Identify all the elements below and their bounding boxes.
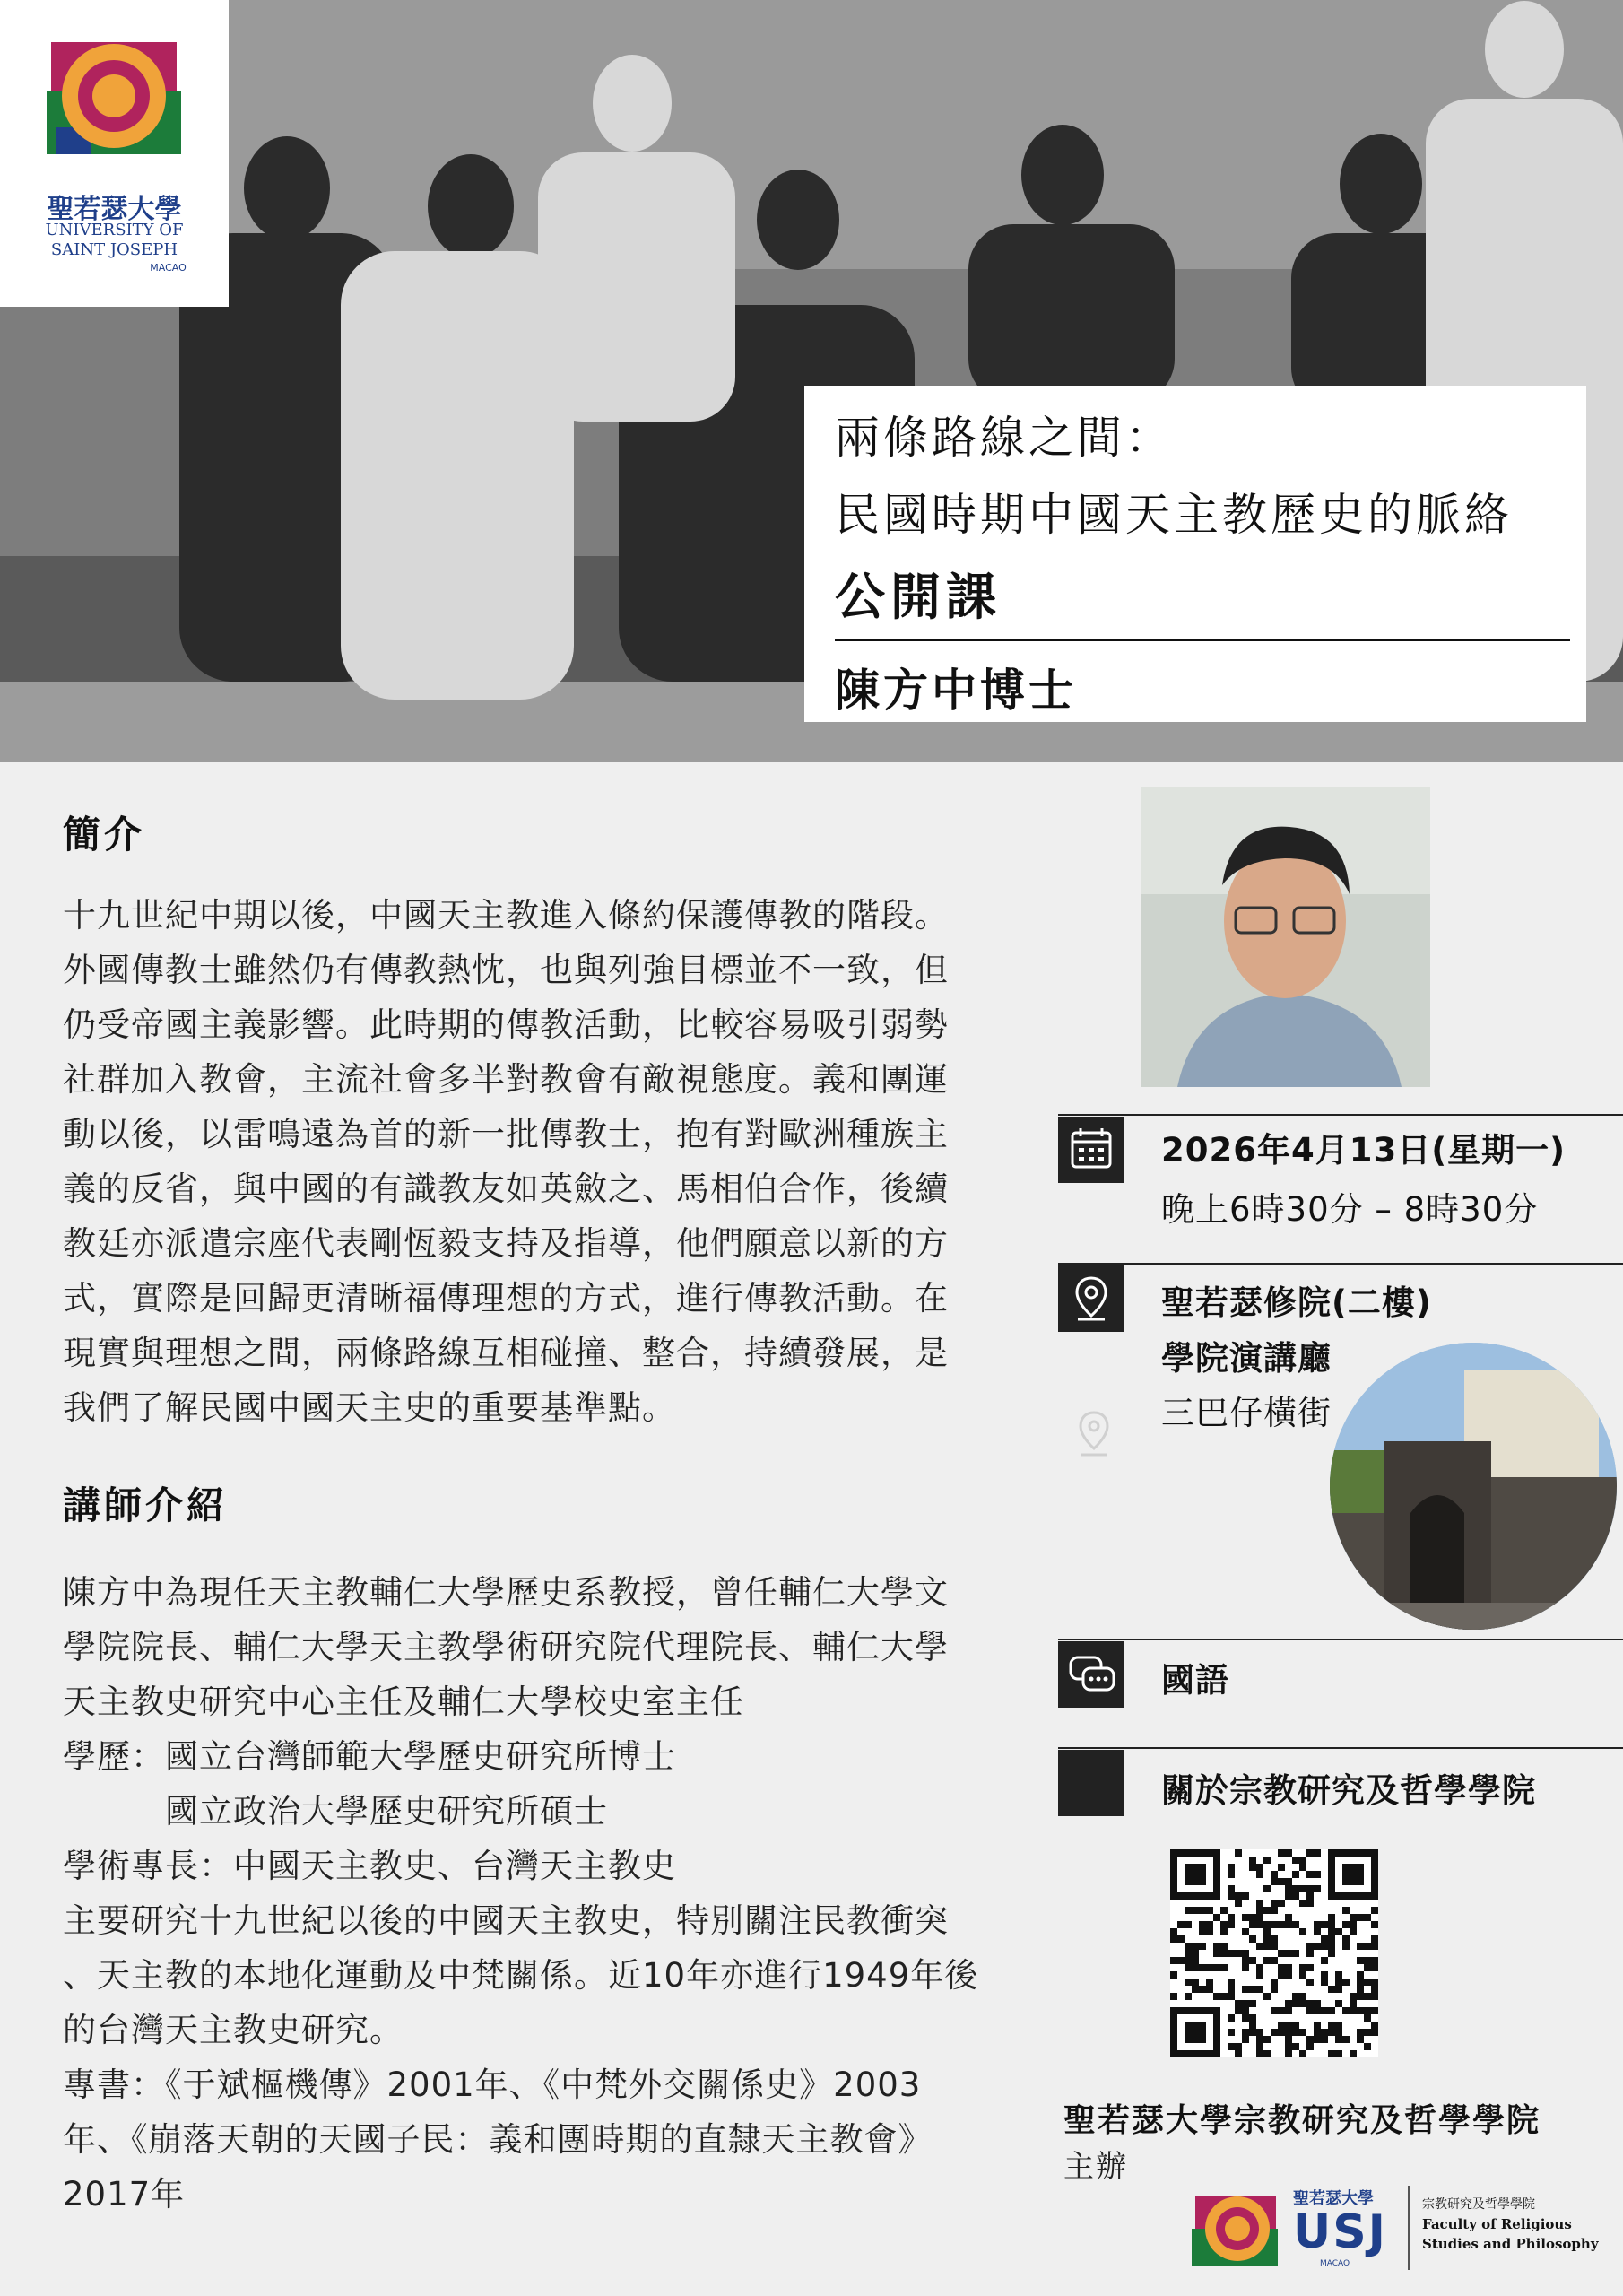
bio-line: 學院院長、輔仁大學天主教學術研究院代理院長、輔仁大學 bbox=[63, 1628, 949, 1666]
event-date: 2026年4月13日(星期一) bbox=[1161, 1131, 1567, 1170]
bio-line: 2017年 bbox=[63, 2175, 186, 2213]
organizer-name: 聖若瑟大學宗教研究及哲學學院 bbox=[1063, 2102, 1541, 2139]
bio-heading: 講師介紹 bbox=[63, 1483, 229, 1527]
title-divider bbox=[835, 639, 1570, 641]
logo-city: MACAO bbox=[150, 262, 187, 274]
date-divider bbox=[1058, 1114, 1623, 1116]
about-divider bbox=[1058, 1747, 1623, 1749]
intro-line: 義的反省，與中國的有識教友如英斂之、馬相伯合作，後續 bbox=[63, 1170, 949, 1208]
info-square-icon bbox=[1058, 1750, 1124, 1816]
logo-name-en-1: UNIVERSITY OF bbox=[45, 221, 184, 239]
intro-line: 教廷亦派遣宗座代表剛恆毅支持及指導，他們願意以新的方 bbox=[63, 1224, 949, 1263]
language-divider bbox=[1058, 1639, 1623, 1640]
logo-name-en-2: SAINT JOSEPH bbox=[50, 240, 178, 259]
footer-logo-city: MACAO bbox=[1320, 2259, 1350, 2268]
footer-logo-name-zh: 聖若瑟大學 bbox=[1293, 2189, 1374, 2208]
title-line-1: 兩條路線之間： bbox=[835, 412, 1174, 464]
qr-code[interactable] bbox=[1170, 1849, 1378, 2057]
about-faculty-link[interactable]: 關於宗教研究及哲學學院 bbox=[1161, 1771, 1536, 1810]
bio-line: 學術專長：中國天主教史、台灣天主教史 bbox=[63, 1847, 676, 1885]
bio-line: 年、《崩落天朝的天國子民：義和團時期的直隸天主教會》 bbox=[63, 2120, 933, 2159]
footer-logo-usj: USJ bbox=[1293, 2205, 1388, 2259]
bio-line: 、天主教的本地化運動及中梵關係。近10年亦進行1949年後 bbox=[63, 1956, 979, 1995]
calendar-icon bbox=[1058, 1117, 1124, 1183]
intro-heading: 簡介 bbox=[63, 813, 146, 857]
faculty-name-zh: 宗教研究及哲學學院 bbox=[1422, 2197, 1535, 2212]
bio-line: 天主教史研究中心主任及輔仁大學校史室主任 bbox=[63, 1683, 744, 1721]
venue-line-3: 三巴仔橫街 bbox=[1161, 1394, 1332, 1432]
event-time: 晚上6時30分 – 8時30分 bbox=[1161, 1190, 1539, 1229]
bio-line: 陳方中為現任天主教輔仁大學歷史系教授，曾任輔仁大學文 bbox=[63, 1573, 949, 1612]
speaker-name: 陳方中博士 bbox=[835, 665, 1077, 717]
intro-line: 十九世紀中期以後，中國天主教進入條約保護傳教的階段。 bbox=[63, 896, 949, 935]
intro-line: 社群加入教會，主流社會多半對教會有敵視態度。義和團運 bbox=[63, 1060, 949, 1099]
map-pin-watermark-icon bbox=[1072, 1408, 1116, 1462]
bio-text bbox=[63, 1565, 1004, 2222]
faculty-name-en-1: Faculty of Religious bbox=[1422, 2216, 1572, 2232]
bio-line: 主要研究十九世紀以後的中國天主教史，特別關注民教衝突 bbox=[63, 1901, 949, 1940]
venue-photo bbox=[1330, 1343, 1617, 1630]
faculty-name-en-2: Studies and Philosophy bbox=[1422, 2236, 1599, 2252]
intro-line: 仍受帝國主義影響。此時期的傳教活動，比較容易吸引弱勢 bbox=[63, 1005, 949, 1044]
bio-line: 學歷：國立台灣師範大學歷史研究所博士 bbox=[63, 1737, 676, 1776]
faculty-label bbox=[1408, 2186, 1599, 2270]
intro-line: 式，實際是回歸更清晰福傳理想的方式，進行傳教活動。在 bbox=[63, 1279, 949, 1318]
bio-line: 的台灣天主教史研究。 bbox=[63, 2011, 404, 2049]
title-card bbox=[804, 386, 1586, 722]
footer-crest-icon bbox=[1188, 2184, 1287, 2274]
bio-line: 國立政治大學歷史研究所碩士 bbox=[63, 1792, 608, 1831]
event-type: 公開課 bbox=[835, 569, 1002, 627]
speaker-photo bbox=[1141, 787, 1430, 1087]
intro-line: 動以後，以雷鳴遠為首的新一批傳教士，抱有對歐洲種族主 bbox=[63, 1115, 949, 1153]
intro-line: 現實與理想之間，兩條路線互相碰撞、整合，持續發展，是 bbox=[63, 1334, 949, 1372]
usj-logo bbox=[0, 0, 229, 307]
title-line-2: 民國時期中國天主教歷史的脈絡 bbox=[835, 489, 1513, 541]
intro-line: 外國傳教士雖然仍有傳教熱忱，也與列強目標並不一致，但 bbox=[63, 951, 949, 989]
logo-name-zh: 聖若瑟大學 bbox=[47, 194, 182, 225]
organizer-role: 主辦 bbox=[1063, 2149, 1128, 2185]
location-pin-icon bbox=[1058, 1265, 1124, 1332]
intro-line: 我們了解民國中國天主史的重要基準點。 bbox=[63, 1388, 676, 1427]
language: 國語 bbox=[1161, 1661, 1229, 1700]
venue-line-1: 聖若瑟修院(二樓) bbox=[1161, 1283, 1432, 1322]
footer-logo bbox=[1188, 2184, 1599, 2274]
university-crest-icon bbox=[38, 20, 190, 172]
venue-divider bbox=[1058, 1263, 1623, 1265]
venue-line-2: 學院演講廳 bbox=[1161, 1339, 1332, 1378]
intro-text bbox=[63, 888, 1004, 1435]
hero-banner bbox=[0, 0, 1623, 762]
bio-line: 專書：《于斌樞機傳》2001年、《中梵外交關係史》2003 bbox=[63, 2066, 922, 2104]
speech-bubble-icon bbox=[1058, 1641, 1124, 1708]
